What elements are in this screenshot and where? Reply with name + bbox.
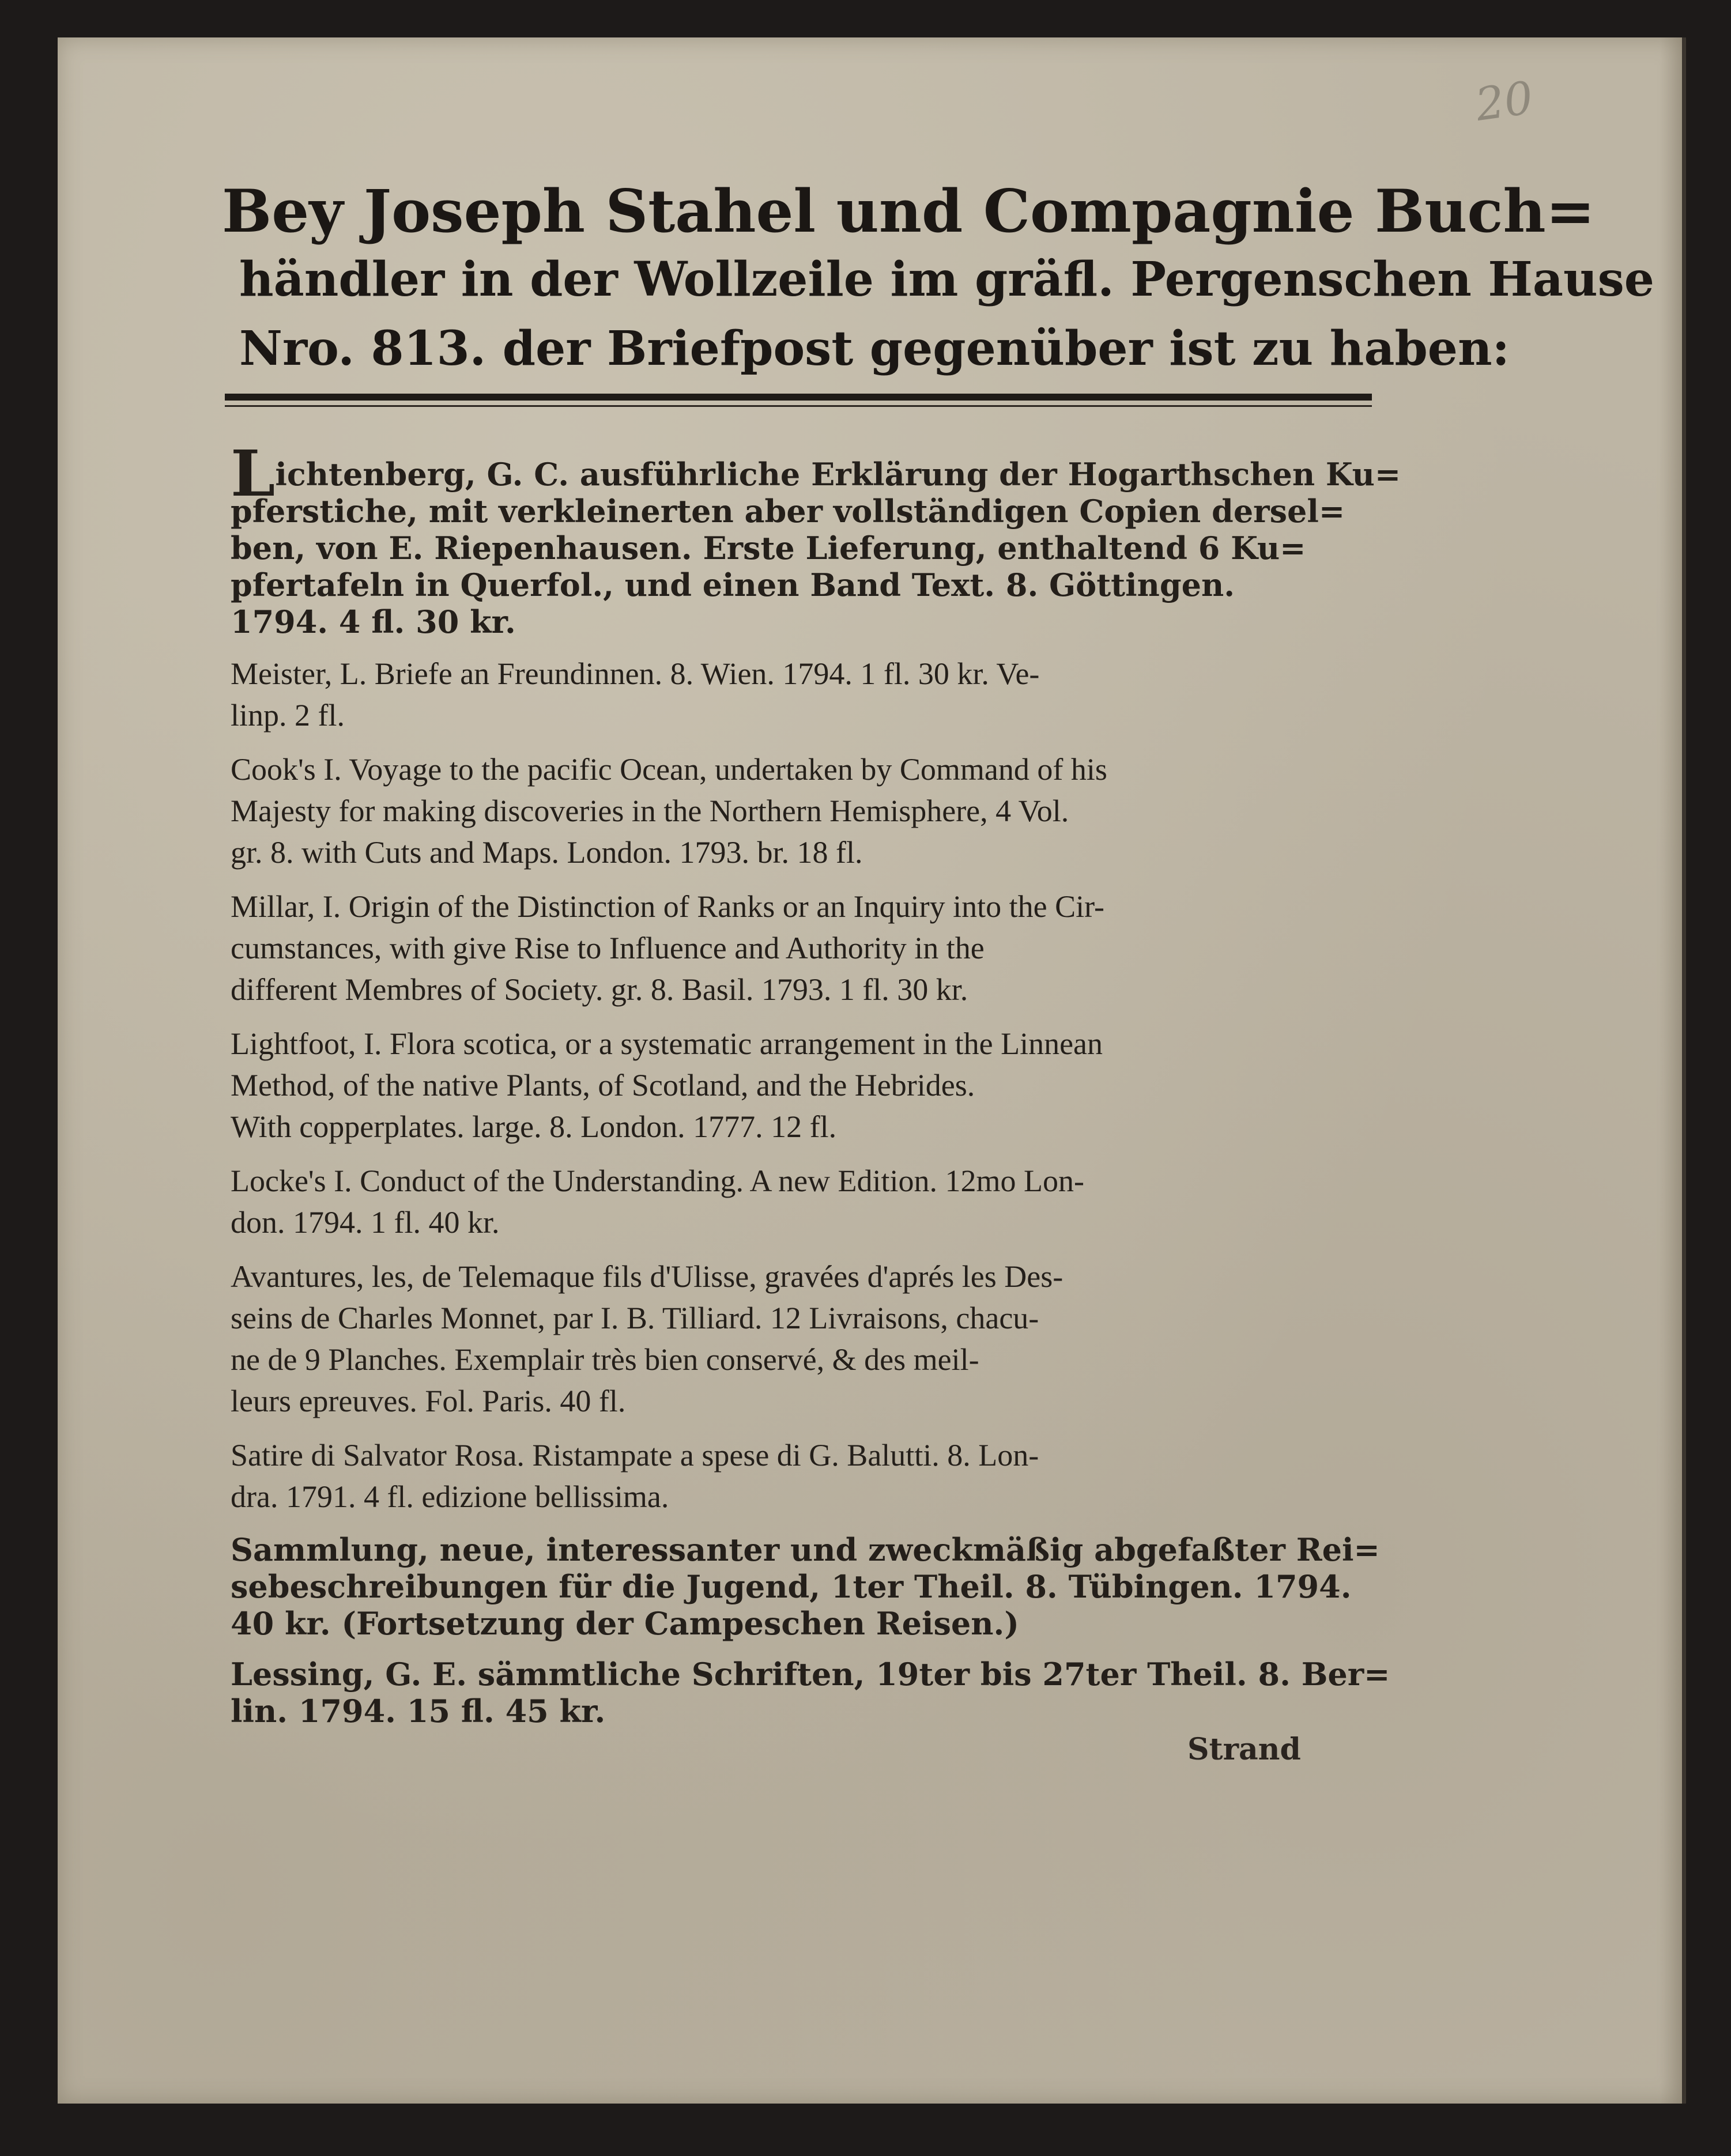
entry-line: 1794. 4 fl. 30 kr. bbox=[231, 603, 516, 640]
entry-avantures bbox=[231, 1256, 1383, 1422]
entry-lessing bbox=[231, 1656, 1390, 1730]
catchword: Strand bbox=[1187, 1732, 1301, 1767]
bookseller-heading bbox=[222, 177, 1654, 383]
paper-edge-shadow bbox=[1660, 37, 1686, 2104]
entry-line: lin. 1794. 15 fl. 45 kr. bbox=[231, 1693, 606, 1730]
entry-locke bbox=[231, 1160, 1383, 1243]
entry-line: sebeschreibungen für die Jugend, 1ter Theil. 8. Tübingen. 1794. bbox=[231, 1568, 1352, 1605]
entry-line: Millar, I. Origin of the Distinction of Ranks or an Inquiry into the Cir- bbox=[231, 889, 1105, 924]
entry-line: Avantures, les, de Telemaque fils d'Ulisse, gravées d'aprés les Des- bbox=[231, 1259, 1064, 1294]
double-rule-thin bbox=[225, 405, 1372, 407]
entry-millar bbox=[231, 886, 1383, 1010]
entry-line: ne de 9 Planches. Exemplair très bien conservé, & des meil- bbox=[231, 1342, 979, 1377]
entry-line: pferstiche, mit verkleinerten aber vollständigen Copien dersel= bbox=[231, 493, 1345, 530]
entry-line: Cook's I. Voyage to the pacific Ocean, undertaken by Command of his bbox=[231, 752, 1107, 787]
entry-line: Lessing, G. E. sämmtliche Schriften, 19ter bis 27ter Theil. 8. Ber= bbox=[231, 1656, 1390, 1693]
entry-line: Lichtenberg, G. C. ausführliche Erklärung der Hogarthschen Ku= bbox=[231, 436, 1401, 511]
entry-line: different Membres of Society. gr. 8. Basil. 1793. 1 fl. 30 kr. bbox=[231, 972, 968, 1007]
entry-line: don. 1794. 1 fl. 40 kr. bbox=[231, 1205, 500, 1240]
book-list bbox=[231, 436, 1401, 1730]
entry-cook bbox=[231, 749, 1383, 873]
entry-line: dra. 1791. 4 fl. edizione bellissima. bbox=[231, 1479, 669, 1514]
double-rule-thick bbox=[225, 394, 1372, 401]
entry-lichtenberg bbox=[231, 436, 1401, 640]
entry-line: cumstances, with give Rise to Influence and Authority in the bbox=[231, 931, 985, 965]
pencil-page-number: 20 bbox=[1472, 71, 1537, 131]
entry-line: gr. 8. with Cuts and Maps. London. 1793. br. 18 fl. bbox=[231, 835, 863, 870]
entry-line: Majesty for making discoveries in the Northern Hemisphere, 4 Vol. bbox=[231, 794, 1069, 828]
entry-line: With copperplates. large. 8. London. 1777. 12 fl. bbox=[231, 1109, 837, 1144]
entry-line: Locke's I. Conduct of the Understanding. A new Edition. 12mo Lon- bbox=[231, 1164, 1084, 1198]
entry-line: Lightfoot, I. Flora scotica, or a systematic arrangement in the Linnean bbox=[231, 1026, 1103, 1061]
heading-line-2: händler in der Wollzeile im gräfl. Pergenschen Hause bbox=[239, 252, 1654, 307]
entry-meister bbox=[231, 653, 1383, 736]
entry-line: linp. 2 fl. bbox=[231, 698, 345, 732]
entry-line: seins de Charles Monnet, par I. B. Tilliard. 12 Livraisons, chacu- bbox=[231, 1301, 1039, 1335]
entry-line: Satire di Salvator Rosa. Ristampate a spese di G. Balutti. 8. Lon- bbox=[231, 1438, 1039, 1472]
entry-line: Method, of the native Plants, of Scotland, and the Hebrides. bbox=[231, 1068, 975, 1102]
entry-line: Sammlung, neue, interessanter und zweckmäßig abgefaßter Rei= bbox=[231, 1531, 1380, 1568]
entry-line: Meister, L. Briefe an Freundinnen. 8. Wien. 1794. 1 fl. 30 kr. Ve- bbox=[231, 656, 1040, 691]
heading-line-3: Nro. 813. der Briefpost gegenüber ist zu haben: bbox=[239, 321, 1510, 376]
entry-line: leurs epreuves. Fol. Paris. 40 fl. bbox=[231, 1384, 626, 1418]
heading-line-1: Bey Joseph Stahel und Compagnie Buch= bbox=[222, 177, 1596, 246]
initial-letter: L bbox=[231, 436, 276, 511]
entry-sammlung bbox=[231, 1531, 1383, 1642]
entry-line: pfertafeln in Querfol., und einen Band Text. 8. Göttingen. bbox=[231, 567, 1235, 603]
entry-line: 40 kr. (Fortsetzung der Campeschen Reisen.) bbox=[231, 1605, 1019, 1642]
entry-lightfoot bbox=[231, 1023, 1383, 1147]
entry-line: ben, von E. Riepenhausen. Erste Lieferung, enthaltend 6 Ku= bbox=[231, 530, 1306, 567]
entry-satire bbox=[231, 1434, 1383, 1517]
